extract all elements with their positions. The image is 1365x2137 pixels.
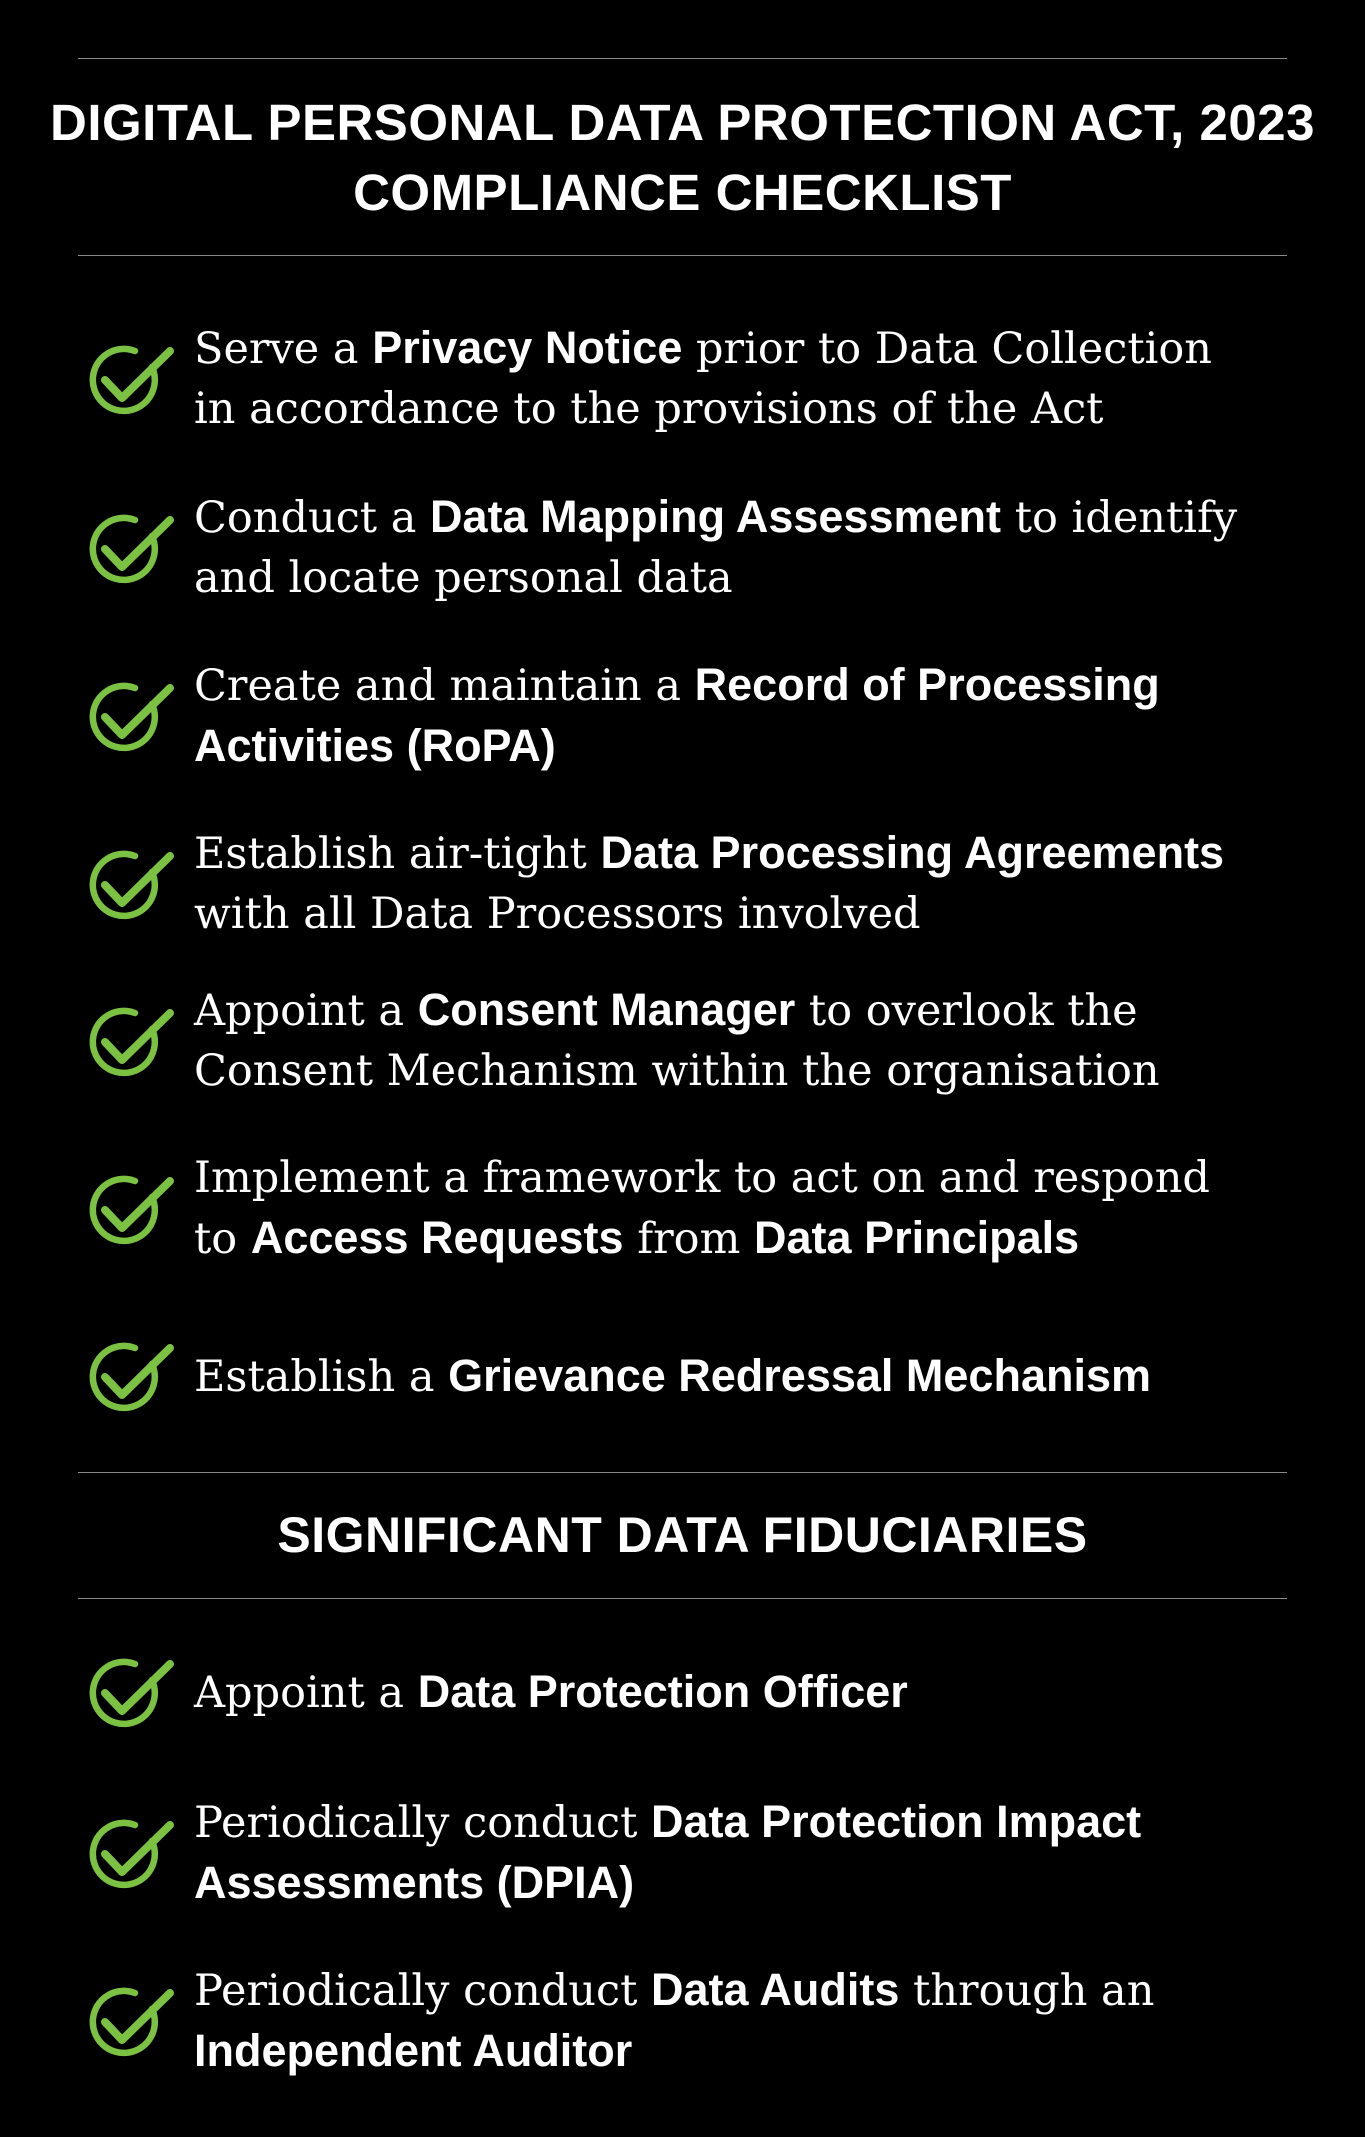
item-text: Establish air-tight Data Processing Agreements with all Data Processors involved xyxy=(194,827,1225,939)
check-circle-icon xyxy=(86,1814,174,1892)
item-text: Periodically conduct Data Audits through an Independent Auditor xyxy=(194,1964,1155,2076)
check-circle-icon xyxy=(86,1002,174,1080)
page-title xyxy=(0,88,1365,228)
checklist-item-dpia xyxy=(86,1792,1141,1913)
checklist-item-grievance xyxy=(86,1337,1151,1415)
section-divider-top xyxy=(78,1472,1287,1473)
checklist-item-data-audits xyxy=(86,1960,1154,2081)
checklist-item-ropa xyxy=(86,655,1160,776)
checklist-item-data-mapping xyxy=(86,487,1237,608)
section-title: SIGNIFICANT DATA FIDUCIARIES xyxy=(277,1507,1088,1563)
check-circle-icon xyxy=(86,677,174,755)
top-divider xyxy=(78,58,1287,59)
checklist-item-consent-manager xyxy=(86,980,1160,1101)
title-line-2: COMPLIANCE CHECKLIST xyxy=(353,164,1012,221)
checklist-item-dpo xyxy=(86,1653,908,1731)
check-circle-icon xyxy=(86,509,174,587)
checklist-item-privacy-notice xyxy=(86,318,1212,439)
item-text: Create and maintain a Record of Processing Activities (RoPA) xyxy=(194,659,1160,771)
check-circle-icon xyxy=(86,1337,174,1415)
item-text: Establish a Grievance Redressal Mechanism xyxy=(194,1349,1152,1402)
check-circle-icon xyxy=(86,845,174,923)
item-text: Appoint a Consent Manager to overlook the Consent Mechanism within the organisation xyxy=(194,984,1160,1096)
item-text: Serve a Privacy Notice prior to Data Collection in accordance to the provisions of the Act xyxy=(194,322,1212,434)
section-divider-bottom xyxy=(78,1598,1287,1599)
checklist-item-access-requests xyxy=(86,1148,1210,1269)
check-circle-icon xyxy=(86,1170,174,1248)
title-bottom-divider xyxy=(78,255,1287,256)
title-line-1: DIGITAL PERSONAL DATA PROTECTION ACT, 2023 xyxy=(50,94,1315,151)
item-text: Conduct a Data Mapping Assessment to identify and locate personal data xyxy=(194,491,1238,603)
item-text: Implement a framework to act on and respond to Access Requests from Data Principals xyxy=(194,1153,1210,1264)
item-text: Periodically conduct Data Protection Impact Assessments (DPIA) xyxy=(194,1796,1142,1908)
check-circle-icon xyxy=(86,1653,174,1731)
item-text: Appoint a Data Protection Officer xyxy=(194,1665,908,1718)
check-circle-icon xyxy=(86,1982,174,2060)
check-circle-icon xyxy=(86,340,174,418)
checklist-item-dpa xyxy=(86,823,1224,944)
